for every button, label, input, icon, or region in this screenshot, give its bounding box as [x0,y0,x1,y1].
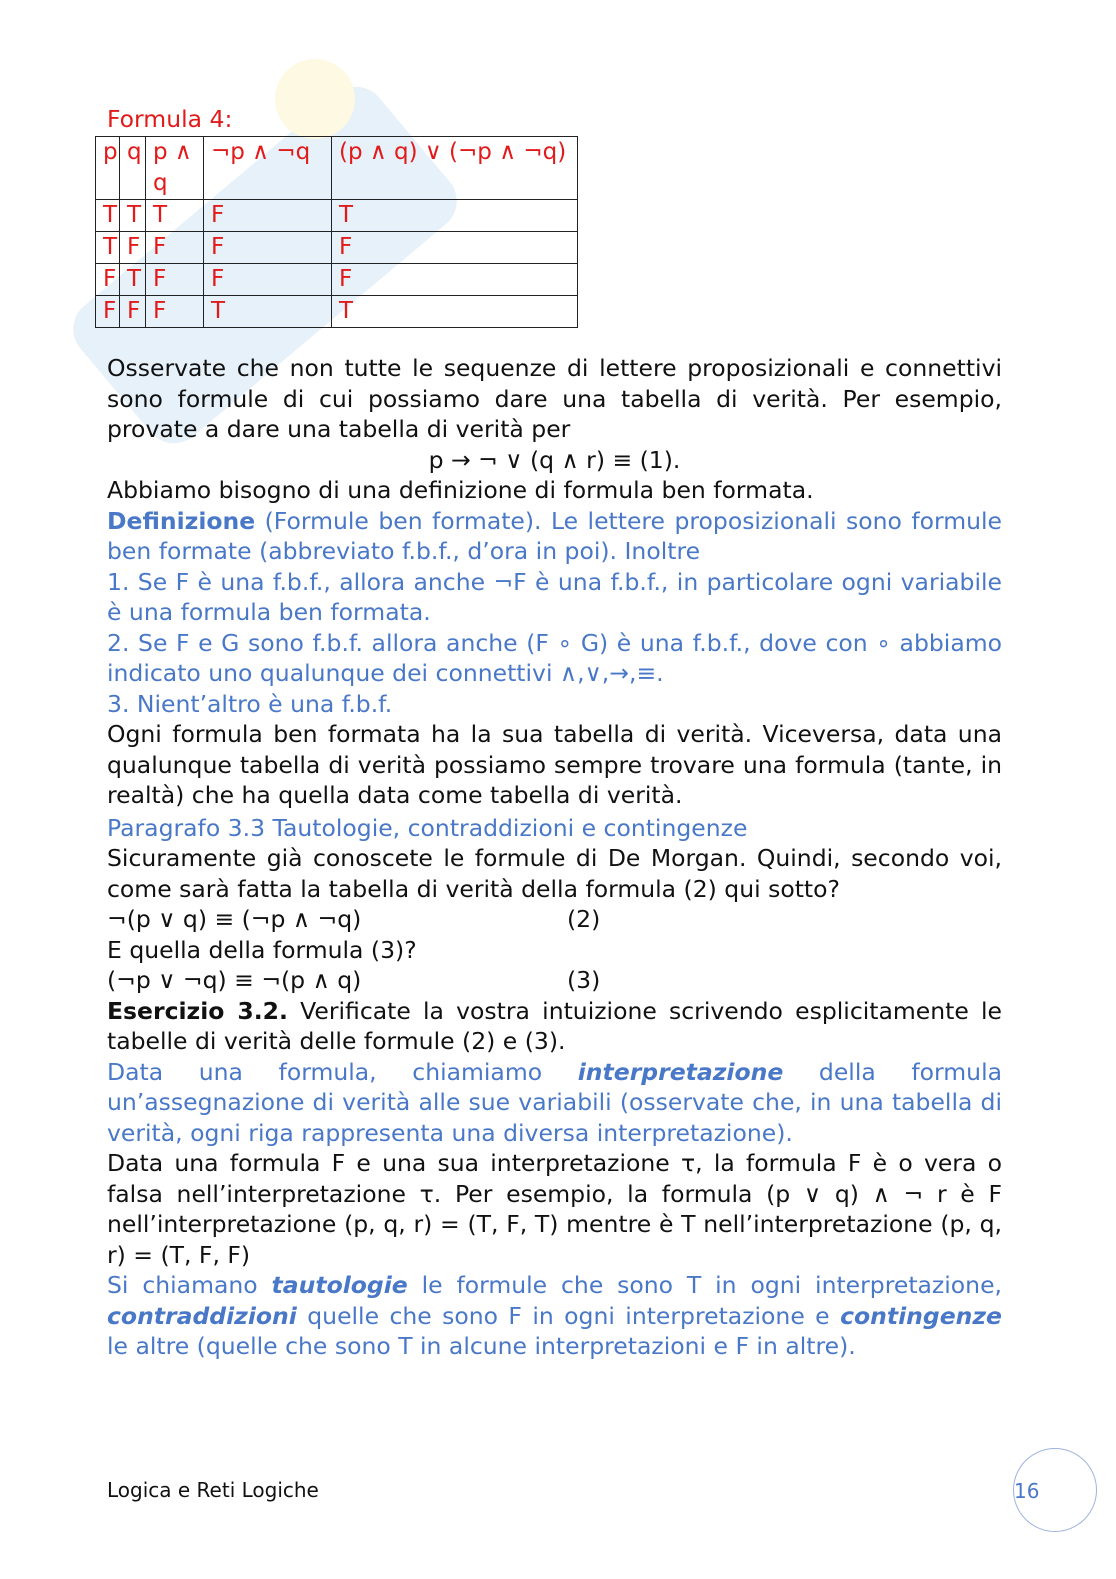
term-contraddizioni: contraddizioni [107,1301,297,1330]
table-row [96,232,578,264]
formula-3: (¬p ∨ ¬q) ≡ ¬(p ∧ q) [107,966,362,994]
table-row [96,200,578,232]
text-span: Data una formula, chiamiamo [107,1057,578,1086]
page-number-badge [1013,1448,1097,1532]
table-cell: T [120,200,146,232]
table-cell: T [204,296,332,328]
table-cell: T [96,200,120,232]
table-cell: F [96,264,120,296]
exercise-text: Verificate la vostra intuizione scrivendo esplicitamente le tabelle di verità delle formule (2) e (3). [107,996,1002,1055]
table-cell: F [204,200,332,232]
table-row [96,264,578,296]
definition-text: (Formule ben formate). Le lettere proposizionali sono formule ben formate (abbreviato f.b.f., d’ora in poi). Inoltre [107,506,1002,565]
table-cell: F [332,232,578,264]
table-cell: F [146,296,204,328]
table-header-cell: (p ∧ q) ∨ (¬p ∧ ¬q) [332,137,578,200]
table-cell: T [146,200,204,232]
term-interpretazione: interpretazione [577,1057,784,1086]
definition [107,506,1002,567]
table-cell: T [96,232,120,264]
table-cell: T [332,296,578,328]
table-cell: F [204,232,332,264]
footer-title: Logica e Reti Logiche [107,1478,319,1502]
table-cell: F [146,232,204,264]
paragraph: Data una formula F e una sua interpretazione τ, la formula F è o vera o falsa nell’interpretazione τ. Per esempio, la formula (p ∨ q) ∧ ¬ r è F nell’interpretazione (p, q, r) = (T, F, T) mentre è T nell’interpretazione (p, q, r) = (T, F, F) [107,1149,1002,1269]
exercise [107,996,1002,1057]
table-cell: T [120,264,146,296]
definition-item: 3. Nient’altro è una f.b.f. [107,689,393,718]
definition-item: 2. Se F e G sono f.b.f. allora anche (F ∘ G) è una f.b.f., dove con ∘ abbiamo indicato uno qualunque dei connettivi ∧,∨,→,≡. [107,628,1002,687]
paragraph: Osservate che non tutte le sequenze di lettere proposizionali e connettivi sono formule di cui possiamo dare una tabella di verità. Per esempio, provate a dare una tabella di verità per [107,354,1002,443]
page-number: 16 [1014,1479,1040,1503]
truth-table [95,136,578,328]
formula-2: ¬(p ∨ q) ≡ (¬p ∧ ¬q) [107,905,362,933]
text-span: le altre (quelle che sono T in alcune interpretazioni e F in altre). [107,1332,856,1360]
table-cell: F [332,264,578,296]
table-header-row [96,137,578,200]
exercise-label: Esercizio 3.2. [107,996,288,1025]
paragraph: Sicuramente già conoscete le formule di De Morgan. Quindi, secondo voi, come sarà fatta la tabella di verità della formula (2) qui sotto? [107,844,1002,903]
table-cell: F [96,296,120,328]
definition-item: 1. Se F è una f.b.f., allora anche ¬F è una f.b.f., in particolare ogni variabile è una formula ben formata. [107,567,1002,626]
tautology-definition [107,1270,1002,1362]
table-header-cell: p ∧ q [146,137,204,200]
table-cell: F [120,232,146,264]
interpretation-definition [107,1057,1002,1149]
term-contingenze: contingenze [840,1301,1002,1330]
formula-title: Formula 4: [107,105,233,133]
table-cell: T [332,200,578,232]
table-cell: F [120,296,146,328]
table-cell: F [204,264,332,296]
section-title: Paragrafo 3.3 Tautologie, contraddizioni e contingenze [107,813,748,842]
text-span: Si chiamano [107,1271,272,1299]
text-span: quelle che sono F in ogni interpretazione e [296,1301,841,1330]
formula-2-number: (2) [567,905,601,933]
table-header-cell: q [120,137,146,200]
table-cell: F [146,264,204,296]
table-header-cell: ¬p ∧ ¬q [204,137,332,200]
paragraph: Ogni formula ben formata ha la sua tabella di verità. Viceversa, data una qualunque tabella di verità possiamo sempre trovare una formula (tante, in realtà) che ha quella data come tabella di verità. [107,720,1002,809]
paragraph: Abbiamo bisogno di una definizione di formula ben formata. [107,476,814,504]
text-span: della formula un’assegnazione di verità alle sue variabili (osservate che, in una tabella di verità, ogni riga rappresenta una diversa interpretazione). [107,1057,1003,1147]
text-span: le formule che sono T in ogni interpretazione, [407,1271,1002,1299]
formula-line [107,904,1002,935]
formula-example: p → ¬ ∨ (q ∧ r) ≡ (1). [428,445,681,474]
definition-label: Definizione [107,506,256,535]
formula-3-number: (3) [567,966,601,994]
term-tautologie: tautologie [271,1271,408,1299]
formula-line [107,965,1002,996]
table-row [96,296,578,328]
table-header-cell: p [96,137,120,200]
paragraph: E quella della formula (3)? [107,935,417,964]
